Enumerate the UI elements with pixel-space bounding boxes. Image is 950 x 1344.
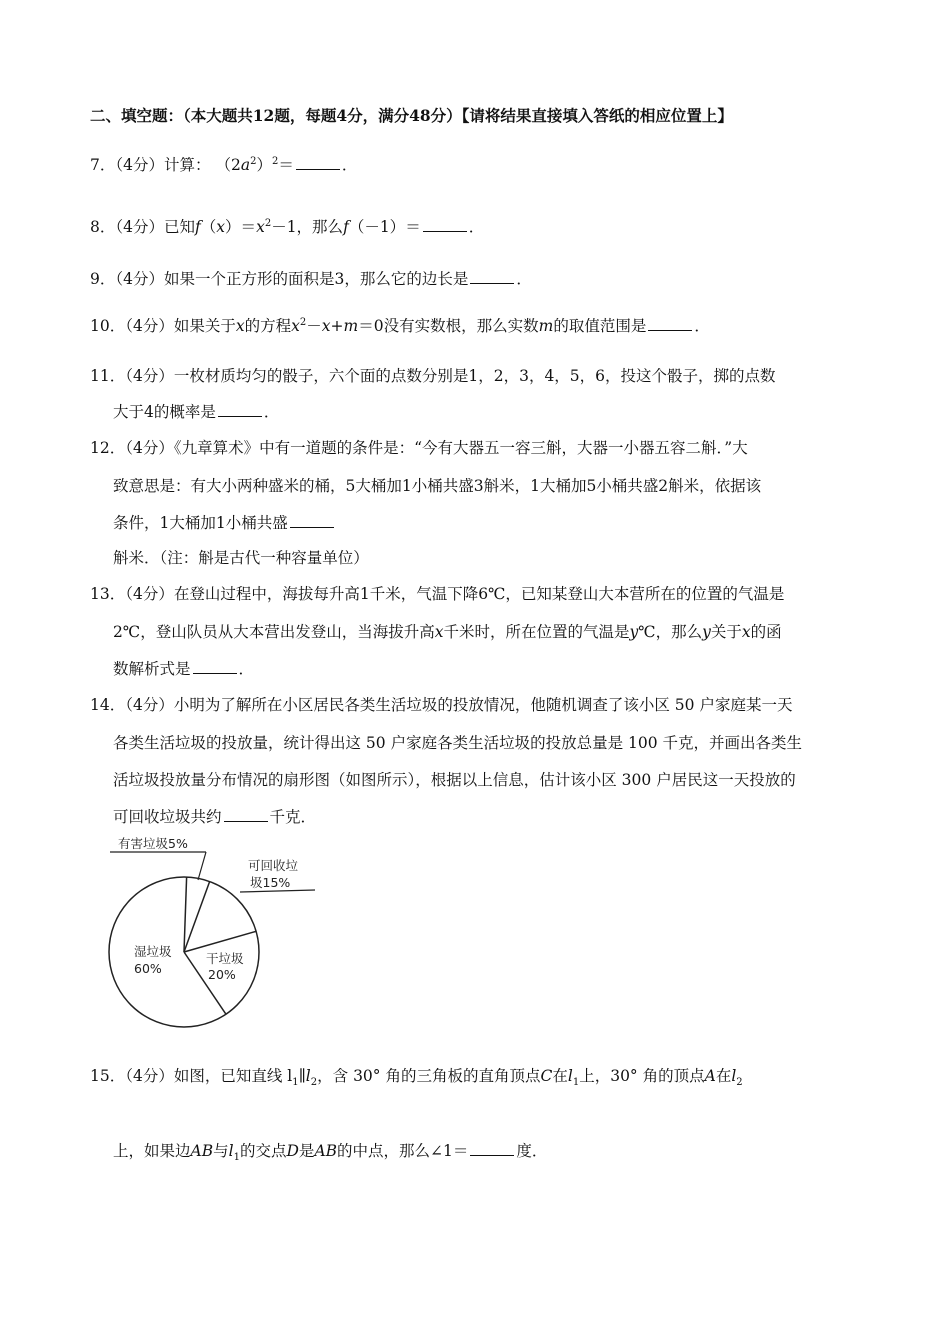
question-8: 8．（4分）已知$f(x)=x^2-1$，那么f（－1）＝ ． — [90, 217, 485, 236]
label-recyclable-2: 圾15% — [250, 875, 291, 890]
question-9: 9．（4分）如果一个正方形的面积是3，那么它的边长是 ． — [90, 270, 532, 288]
answer-blank[interactable] — [648, 330, 692, 331]
question-12-line2: 致意思是：有大小两种盛米的桶，5大桶加1小桶共盛3斛米，1大桶加5小桶共盛2斛米，依据该 — [113, 477, 762, 495]
question-13-line2: 2℃，登山队员从大本营出发登山，当海拔升高x千米时，所在位置的气温是y℃，那么y关于x的函 — [113, 623, 782, 641]
question-12-line4: 斛米．（注：斛是古代一种容量单位） — [113, 549, 369, 567]
answer-blank[interactable] — [193, 673, 237, 674]
answer-blank[interactable] — [218, 416, 262, 417]
answer-blank[interactable] — [423, 231, 467, 232]
section-heading: 二、填空题：（本大题共12题，每题4分，满分48分）【请将结果直接填入答纸的相应位置上】 — [90, 106, 733, 125]
question-14-line3: 活垃圾投放量分布情况的扇形图（如图所示），根据以上信息，估计该小区 300 户居民这一天投放的 — [113, 771, 796, 789]
question-14-line4: 可回收垃圾共约 千克． — [113, 808, 317, 826]
answer-blank[interactable] — [296, 169, 340, 170]
label-leader-hazardous-tick — [198, 852, 206, 880]
question-11: 11．（4分）一枚材质均匀的骰子，六个面的点数分别是1，2，3，4，5，6，投这个骰子，掷的点数 — [90, 367, 776, 385]
answer-blank[interactable] — [290, 527, 334, 528]
pie-slice-boundary-hazardous — [184, 877, 187, 952]
question-14: 14．（4分）小明为了解所在小区居民各类生活垃圾的投放情况，他随机调查了该小区 50 户家庭某一天 — [90, 696, 793, 714]
pie-slice-boundary-dry — [184, 931, 256, 952]
label-dry: 干垃圾 — [206, 951, 244, 966]
answer-blank[interactable] — [224, 821, 268, 822]
question-13: 13．（4分）在登山过程中，海拔每升高1千米，气温下降6℃，已知某登山大本营所在的位置的气温是 — [90, 585, 785, 603]
label-wet: 湿垃圾 — [134, 944, 172, 959]
question-15-line2: 上，如果边AB与$l_1$的交点D是AB的中点，那么∠1＝ 度． — [113, 1142, 548, 1164]
answer-blank[interactable] — [470, 1155, 514, 1156]
question-10: 10．（4分）如果关于x的方程$x^2-x+m=0$没有实数根，那么实数m的取值范围是 ． — [90, 316, 710, 335]
label-wet-pct: 60% — [134, 961, 162, 976]
question-11-cont: 大于4的概率是 ． — [113, 403, 280, 421]
label-dry-pct: 20% — [208, 967, 236, 982]
question-12-line3: 条件，1大桶加1小桶共盛 — [113, 511, 336, 533]
answer-blank[interactable] — [470, 283, 514, 284]
pie-slice-boundary-recyclable — [184, 882, 210, 952]
question-14-line2: 各类生活垃圾的投放量，统计得出这 50 户家庭各类生活垃圾的投放总量是 100 千克，并画出各类生 — [113, 734, 803, 752]
label-hazardous: 有害垃圾5% — [118, 836, 188, 851]
question-12: 12．（4分）《九章算术》中有一道题的条件是：“今有大器五一容三斛，大器一小器五容二斛．”大 — [90, 439, 748, 457]
label-leader-recyclable — [240, 890, 315, 892]
question-7: 7．（4分）计算： $(2a^2)^2=$ ． — [90, 155, 358, 174]
question-13-line3: 数解析式是 ． — [113, 660, 255, 678]
pie-chart — [100, 832, 340, 1042]
label-recyclable-1: 可回收垃 — [248, 858, 299, 873]
question-15: 15．（4分）如图，已知直线 $l_1\parallel l_2$，含 30° 角的三角板的直角顶点C在$l_1$上，30° 角的顶点A在$l_2$ — [90, 1067, 743, 1089]
